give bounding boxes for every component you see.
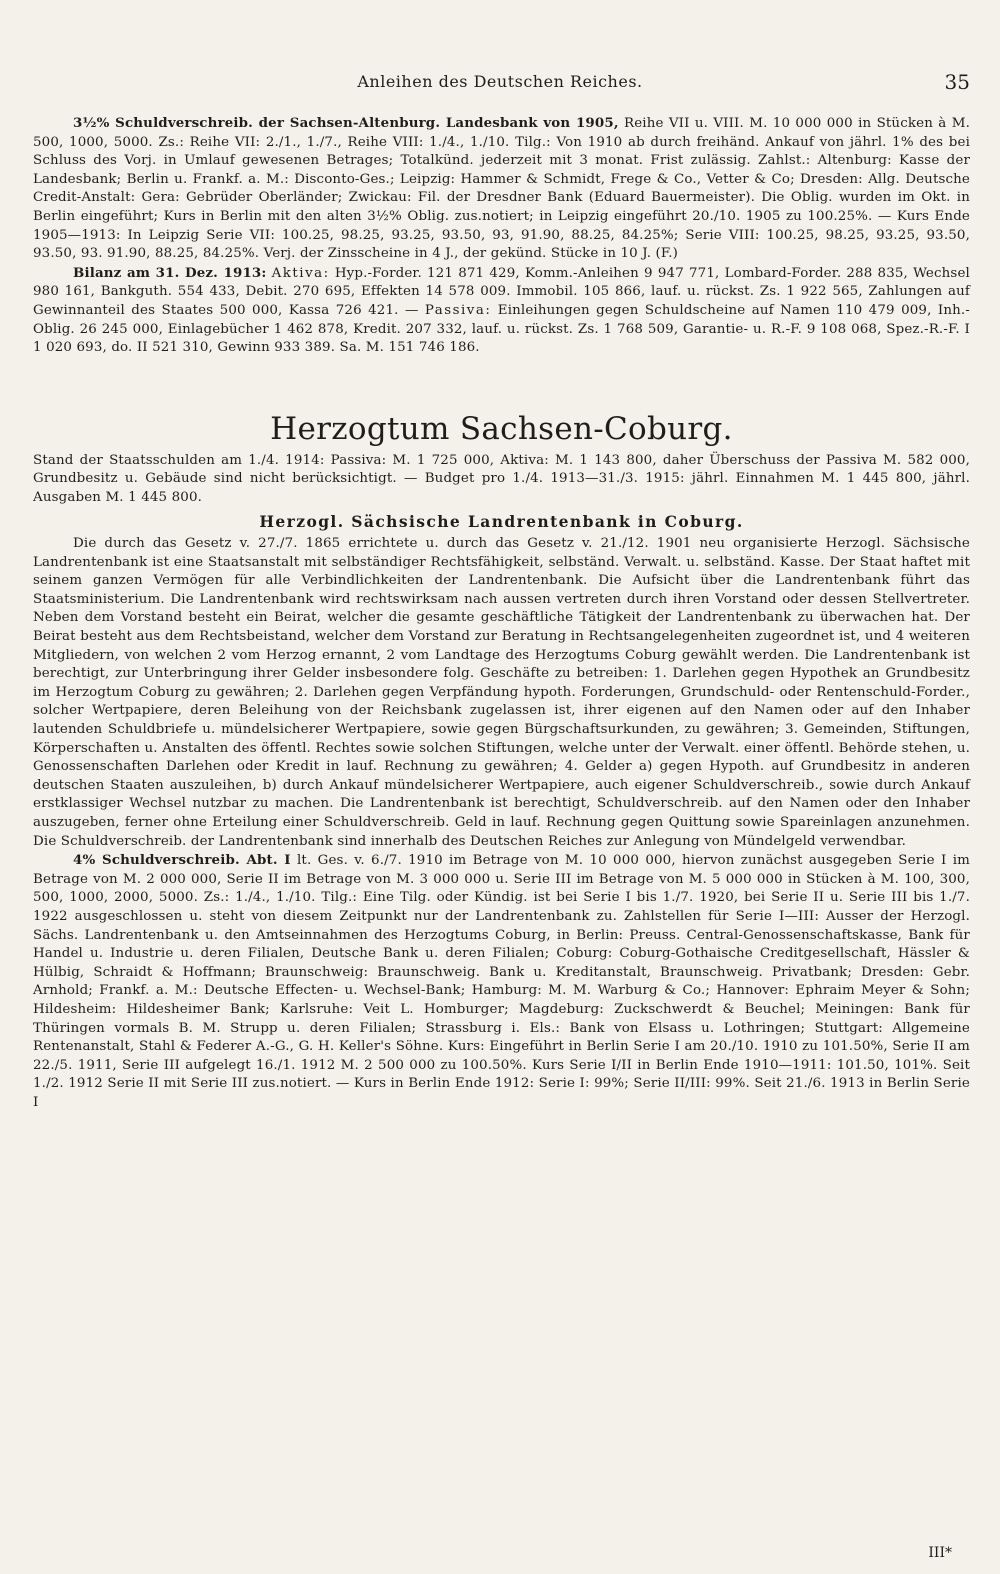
abt-heading: 4% Schuldverschreib. Abt. I [73,852,291,869]
abt-description: lt. Ges. v. 6./7. 1910 im Betrage von M. 10 000 000, hiervon zunächst ausgegeben Serie I im Betrage von M. 2 000 000, Serie II im Betrage von M. 3 000 000 u. Serie III im Betrage von M. 5 000 000 in Stücken à M. 100, 300, 500, 1000, 2000, 5000. Zs.: 1./4., 1./10. Tilg.: Eine Tilg. oder Kündig. ist bei Serie I bis 1./7. 1920, bei Serie II u. Serie III bis 1./7. 1922 ausgeschlossen u. steht von diesem Zeitpunkt nur der Landrentenbank zu. Zahlstellen für Serie I—III: Ausser der Herzogl. Sächs. Landrentenbank u. den Amtseinnahmen des Herzogtums Coburg, in Berlin: Preuss. Central-Genossenschaftskasse, Bank für Handel u. Industrie u. deren Filialen, Deutsche Bank u. deren Filialen; Coburg: Coburg-Gothaische Creditgesellschaft, Hässler & Hülbig, Schraidt & Hoffmann; Braunschweig: Braunschweig. Bank u. Kreditanstalt, Braunschweig. Privatbank; Dresden: Gebr. Arnhold; Frankf. a. M.: Deutsche Effecten- u. Wechsel-Bank; Hamburg: M. M. Warburg & Co.; Hannover: Ephraim Meyer & Sohn; Hildesheim: Hildesheimer Bank; Karlsruhe: Veit L. Homburger; Magdeburg: Zuckschwerdt & Beuchel; Meiningen: Bank für Thüringen vormals B. M. Strupp u. deren Filialen; Strassburg i. Els.: Bank von Elsass u. Lothringen; Stuttgart: Allgemeine Rentenanstalt, Stahl & Federer A.-G., G. H. Keller's Söhne. Kurs: Eingeführt in Berlin Serie I am 20./10. 1910 zu 101.50%, Serie II am 22./5. 1911, Serie III aufgelegt 16./1. 1912 M. 2 500 000 zu 100.50%. Kurs Serie I/II in Berlin Ende 1910—1911: 101.50, 101%. Seit 1./2. 1912 Serie II mit Serie III zus.notiert. — Kurs in Berlin Ende 1912: Serie I: 99%; Serie II/III: 99%. Seit 21./6. 1913 in Berlin Serie I [33,853,970,1110]
paragraph-landrentenbank: Die durch das Gesetz v. 27./7. 1865 errichtete u. durch das Gesetz v. 21./12. 1901 neu organisierte Herzogl. Sächsische Landrentenbank ist eine Staatsanstalt mit selbständiger Rechtsfähigkeit, selbständ. Verwalt. u. selbständ. Kasse. Der Staat haftet mit seinem ganzen Vermögen für alle Verbindlichkeiten der Landrentenbank. Die Aufsicht über die Landrentenbank führt das Staatsministerium. Die Landrentenbank wird rechtswirksam nach aussen vertreten durch ihren Vorstand oder dessen Stellvertreter. Neben dem Vorstand besteht ein Beirat, welcher die gesamte geschäftliche Tätigkeit der Landrentenbank zu überwachen hat. Der Beirat besteht aus dem Rechtsbeistand, welcher dem Vorstand zur Beratung in Rechtsangelegenheiten zugeordnet ist, und 4 weiteren Mitgliedern, von welchen 2 vom Herzog ernannt, 2 vom Landtage des Herzogtums Coburg gewählt werden. Die Landrentenbank ist berechtigt, zur Unterbringung ihrer Gelder insbesondere folg. Geschäfte zu betreiben: 1. Darlehen gegen Hypothek an Grundbesitz im Herzogtum Coburg zu gewähren; 2. Darlehen gegen Verpfändung hypoth. Forderungen, Grundschuld- oder Rentenschuld-Forder., solcher Wertpapiere, deren Beleihung von der Reichsbank zugelassen ist, ihrer eigenen auf den Namen oder auf den Inhaber lautenden Schuldbriefe u. mündelsicherer Wertpapiere, sowie gegen Bürgschaftsurkunden, zu gewähren; 3. Gemeinden, Stiftungen, Körperschaften u. Anstalten des öffentl. Rechtes sowie solchen Stiftungen, welche unter der Verwalt. einer öffentl. Behörde stehen, u. Genossenschaften Darlehen oder Kredit in lauf. Rechnung zu gewähren; 4. Gelder a) gegen Hypoth. auf Grundbesitz in anderen deutschen Staaten auszuleihen, b) durch Ankauf mündelsicherer Wertpapiere, auch eigener Schuldverschreib., sowie durch Ankauf erstklassiger Wechsel nutzbar zu machen. Die Landrentenbank ist berechtigt, Schuldverschreib. auf den Namen oder den Inhaber auszugeben, ferner ohne Erteilung einer Schuldverschreib. Geld in lauf. Rechnung gegen Quittung sowie Spareinlagen anzunehmen. Die Schuldverschreib. der Landrentenbank sind innerhalb des Deutschen Reiches zur Anlegung von Mündelgeld verwendbar. [33,536,970,849]
body-text [33,114,970,1113]
running-title: Anleihen des Deutschen Reiches. [357,72,643,91]
paragraph-altenburg-bonds [33,114,970,264]
bilanz-passiva: Einleihungen gegen Schuldscheine auf Namen 110 479 009, Inh.-Oblig. 26 245 000, Einlagebücher 1 462 878, Kredit. 207 332, lauf. u. rückst. Zs. 1 768 509, Garantie- u. R.-F. 9 108 068, Spez.-R.-F. I 1 020 693, do. II 521 310, Gewinn 933 389. Sa. M. 151 746 186. [33,302,970,356]
printer-signature-mark: III* [928,1545,952,1561]
page-number: 35 [944,70,970,94]
bilanz-heading: Bilanz am 31. Dez. 1913: [73,264,267,281]
bilanz-aktiva: Hyp.-Forder. 121 871 429, Komm.-Anleihen 9 947 771, Lombard-Forder. 288 835, Wechsel 980 161, Bankguth. 554 433, Debit. 270 695, Effekten 14 578 009. Immobil. 105 866, lauf. u. rückst. Zs. 1 922 565, Zahlungen auf Gewinnanteil des Staates 500 000, Kassa 726 421. — [33,265,970,318]
bond-heading: 3½% Schuldverschreib. der Sachsen-Altenburg. Landesbank von 1905, [73,115,619,131]
paragraph-schuldverschreib-abt-i [33,851,970,1112]
section-title: Herzogtum Sachsen-Coburg. [270,410,733,447]
subsection-title: Herzogl. Sächsische Landrentenbank in Coburg. [259,511,744,531]
running-head [30,72,970,98]
paragraph-staatsschulden: Stand der Staatsschulden am 1./4. 1914: Passiva: M. 1 725 000, Aktiva: M. 1 143 800, daher Überschuss der Passiva M. 582 000, Grundbesitz u. Gebäude sind nicht berücksichtigt. — Budget pro 1./4. 1913—31./3. 1915: jährl. Einnahmen M. 1 445 800, jährl. Ausgaben M. 1 445 800. [33,452,970,505]
paragraph-bilanz [33,264,970,358]
bond-description: Reihe VII u. VIII. M. 10 000 000 in Stücken à M. 500, 1000, 5000. Zs.: Reihe VII: 2./1., 1./7., Reihe VIII: 1./4., 1./10. Tilg.: Von 1910 ab durch freihänd. Ankauf von jährl. 1% des bei Schluss des Vorj. in Umlauf gewesenen Betrages; Totalkünd. jederzeit mit 3 monat. Frist zulässig. Zahlst.: Altenburg: Kasse der Landesbank; Berlin u. Frankf. a. M.: Disconto-Ges.; Leipzig: Hammer & Schmidt, Frege & Co., Vetter & Co; Dresden: Allg. Deutsche Credit-Anstalt: Gera: Gebrüder Oberländer; Zwickau: Fil. der Dresdner Bank (Eduard Bauermeister). Die Oblig. wurden im Okt. in Berlin eingeführt; Kurs in Berlin mit den alten 3½% Oblig. zus.notiert; in Leipzig eingeführt 20./10. 1905 zu 100.25%. — Kurs Ende 1905—1913: In Leipzig Serie VII: 100.25, 98.25, 93.25, 93.50, 93, 91.90, 88.25, 84.25%; Serie VIII: 100.25, 98.25, 93.25, 93.50, 93.50, 93. 91.90, 88.25, 84.25%. Verj. der Zinsscheine in 4 J., der gekünd. Stücke in 10 J. (F.) [33,116,970,262]
passiva-label: Passiva: [424,302,492,318]
aktiva-label: Aktiva: [271,265,330,281]
